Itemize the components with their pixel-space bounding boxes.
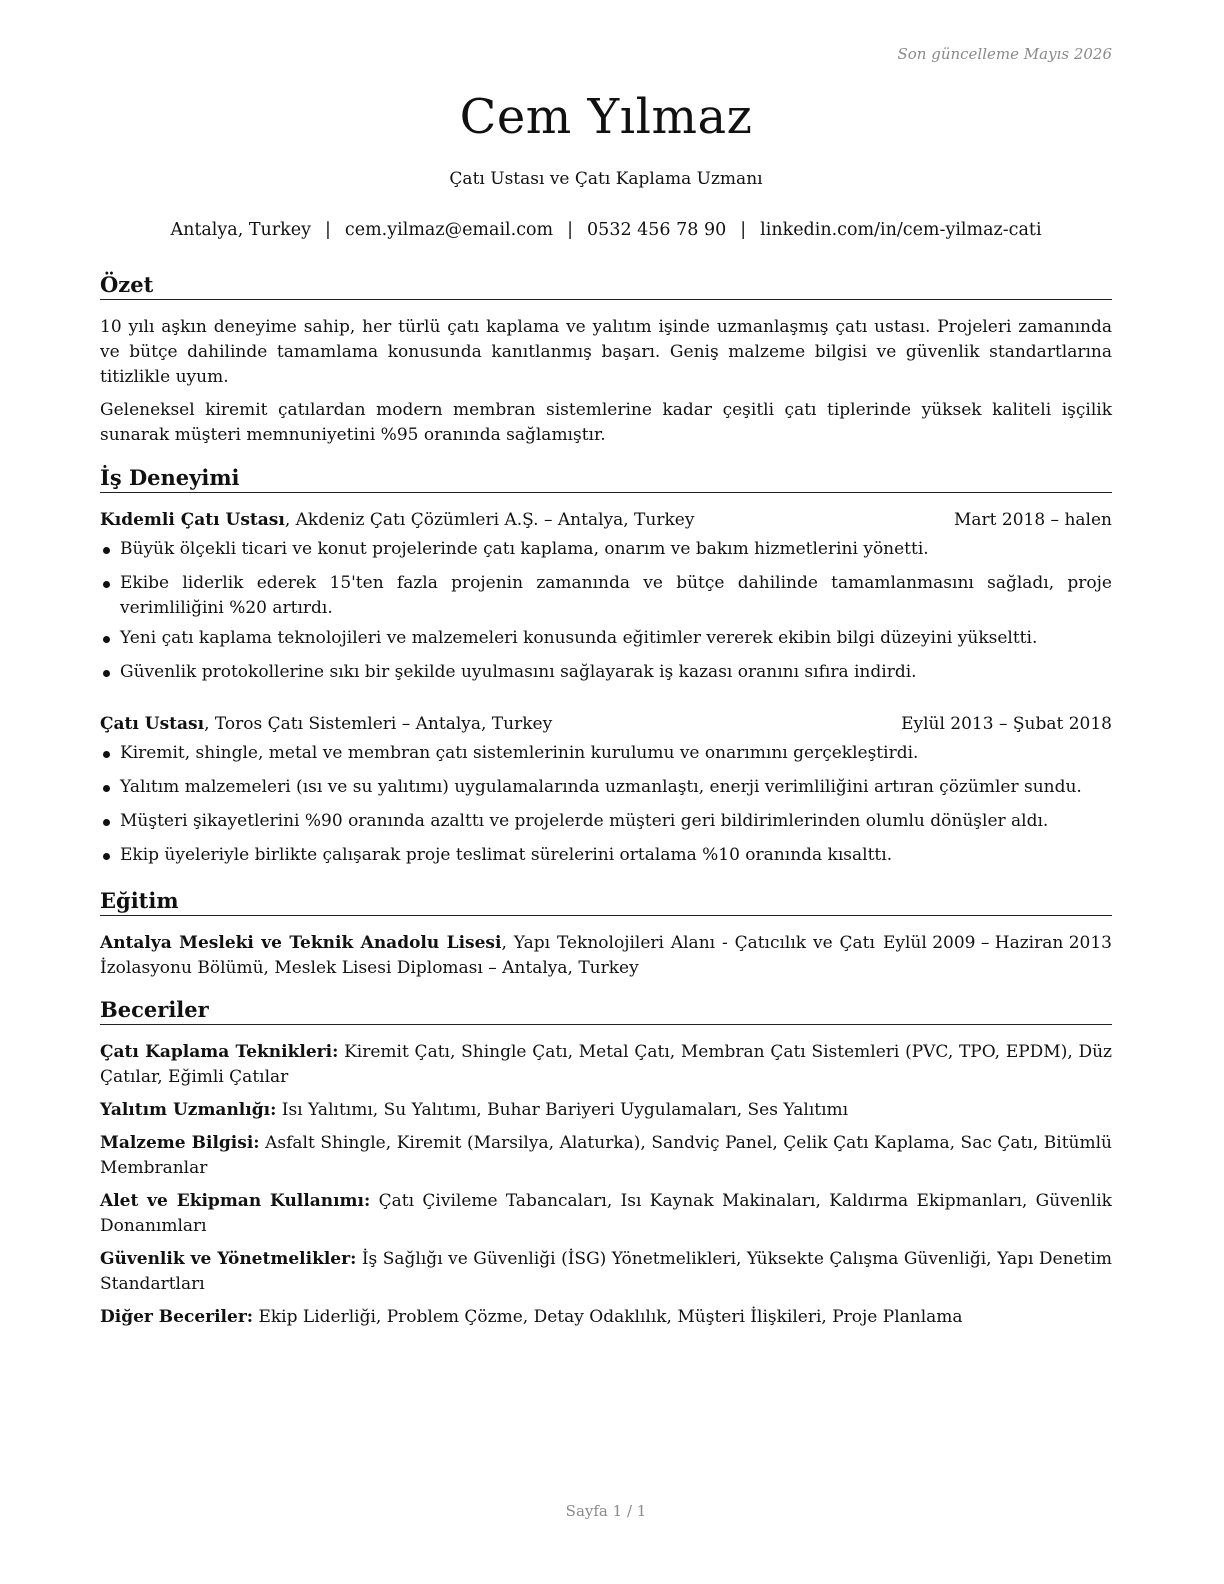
- list-item: [100, 809, 1112, 834]
- job-company: , Toros Çatı Sistemleri – Antalya, Turkey: [204, 714, 553, 734]
- experience-section: [100, 464, 1112, 868]
- candidate-title: Çatı Ustası ve Çatı Kaplama Uzmanı: [449, 169, 763, 189]
- education-details: [100, 931, 883, 981]
- skill-label: Malzeme Bilgisi:: [100, 1133, 260, 1153]
- list-item: [100, 660, 1112, 685]
- bullet-icon: [103, 670, 110, 677]
- skill-value: İş Sağlığı ve Güvenliği (İSG) Yönetmelikleri, Yüksekte Çalışma Güvenliği, Yapı Denetim Standartları: [100, 1249, 1112, 1294]
- contact-email[interactable]: cem.yilmaz@email.com: [344, 220, 554, 240]
- job-dates: Eylül 2013 – Şubat 2018: [901, 714, 1112, 734]
- bullet-text: Büyük ölçekli ticari ve konut projelerinde çatı kaplama, onarım ve bakım hizmetlerini yönetti.: [120, 539, 929, 559]
- bullet-text: Kiremit, shingle, metal ve membran çatı sistemlerinin kurulumu ve onarımını gerçekleştirdi.: [120, 743, 919, 763]
- candidate-name: Cem Yılmaz: [459, 89, 753, 145]
- education-section: [100, 887, 1112, 981]
- skill-item: [100, 1131, 1112, 1181]
- bullet-icon: [103, 751, 110, 758]
- skill-label: Diğer Beceriler:: [100, 1307, 254, 1327]
- page-number: Sayfa 1 / 1: [565, 1502, 647, 1520]
- skill-value: Çatı Çivileme Tabancaları, Isı Kaynak Makinaları, Kaldırma Ekipmanları, Güvenlik Donanımları: [100, 1191, 1112, 1236]
- bullet-text: Yeni çatı kaplama teknolojileri ve malzemeleri konusunda eğitimler vererek ekibin bilgi düzeyini yükseltti.: [120, 628, 1038, 648]
- bullet-icon: [103, 636, 110, 643]
- section-heading-skills: Beceriler: [100, 996, 1112, 1025]
- skill-label: Güvenlik ve Yönetmelikler:: [100, 1249, 357, 1269]
- list-item: [100, 843, 1112, 868]
- skill-item: [100, 1040, 1112, 1090]
- contact-separator: |: [740, 220, 747, 240]
- resume-page: [100, 0, 1112, 1584]
- job-bullets: [100, 741, 1112, 868]
- last-updated: Son güncelleme Mayıs 2026: [897, 45, 1112, 63]
- summary-paragraph: 10 yılı aşkın deneyime sahip, her türlü çatı kaplama ve yalıtım işinde uzmanlaşmış çatı ustası. Projeleri zamanında ve bütçe dahilinde tamamlama konusunda kanıtlanmış başarı. Geniş malzeme bilgisi ve güvenlik standartlarına titizlikle uyum.: [100, 317, 1112, 387]
- job-company: , Akdeniz Çatı Çözümleri A.Ş. – Antalya, Turkey: [284, 510, 695, 530]
- skill-label: Alet ve Ekipman Kullanımı:: [100, 1191, 371, 1211]
- bullet-icon: [103, 853, 110, 860]
- skill-item: [100, 1189, 1112, 1239]
- bullet-icon: [103, 547, 110, 554]
- contact-separator: |: [325, 220, 331, 240]
- section-heading-education: Eğitim: [100, 887, 1112, 916]
- bullet-icon: [103, 581, 110, 588]
- skill-value: Isı Yalıtımı, Su Yalıtımı, Buhar Bariyeri Uygulamaları, Ses Yalıtımı: [276, 1100, 849, 1120]
- section-heading-summary: Özet: [100, 271, 1112, 300]
- list-item: [100, 626, 1112, 651]
- summary-section: [100, 271, 1112, 448]
- contact-phone[interactable]: 0532 456 78 90: [587, 220, 727, 240]
- list-item: [100, 571, 1112, 621]
- skill-label: Çatı Kaplama Teknikleri:: [100, 1042, 339, 1062]
- job-header: [100, 508, 1112, 532]
- skill-value: Ekip Liderliği, Problem Çözme, Detay Odaklılık, Müşteri İlişkileri, Proje Planlama: [253, 1307, 963, 1327]
- bullet-text: Müşteri şikayetlerini %90 oranında azalttı ve projelerde müşteri geri bildirimlerinden olumlu dönüşler aldı.: [120, 811, 1049, 831]
- skill-value: Asfalt Shingle, Kiremit (Marsilya, Alaturka), Sandviç Panel, Çelik Çatı Kaplama, Sac Çatı, Bitümlü Membranlar: [100, 1133, 1113, 1178]
- section-heading-experience: İş Deneyimi: [100, 464, 1112, 493]
- job-header: [100, 712, 1112, 736]
- list-item: [100, 537, 1112, 562]
- skill-label: Yalıtım Uzmanlığı:: [100, 1100, 277, 1120]
- bullet-text: Ekip üyeleriyle birlikte çalışarak proje teslimat sürelerini ortalama %10 oranında kısalttı.: [120, 845, 893, 865]
- bullet-icon: [103, 819, 110, 826]
- job-dates: Mart 2018 – halen: [953, 510, 1112, 530]
- contact-line: [100, 220, 1112, 240]
- education-dates: Eylül 2009 – Haziran 2013: [882, 933, 1112, 953]
- list-item: [100, 775, 1112, 800]
- bullet-text: Güvenlik protokollerine sıkı bir şekilde uyulmasını sağlayarak iş kazası oranını sıfıra indirdi.: [120, 662, 917, 682]
- job-bullets: [100, 537, 1112, 685]
- job-role: Kıdemli Çatı Ustası: [100, 510, 285, 530]
- skill-item: [100, 1098, 1112, 1123]
- bullet-text: Yalıtım malzemeleri (ısı ve su yalıtımı) uygulamalarında uzmanlaştı, enerji verimliliğini artıran çözümler sundu.: [120, 777, 1082, 797]
- contact-separator: |: [567, 220, 574, 240]
- job-role: Çatı Ustası: [100, 714, 205, 734]
- skills-section: [100, 996, 1112, 1330]
- skill-item: [100, 1247, 1112, 1297]
- skill-item: [100, 1305, 1112, 1330]
- bullet-text: Ekibe liderlik ederek 15'ten fazla projenin zamanında ve bütçe dahilinde tamamlanmasını sağladı, proje verimliliğini %20 artırdı.: [120, 573, 1112, 618]
- contact-location: Antalya, Turkey: [170, 220, 312, 240]
- job-entry: [100, 712, 1112, 868]
- skill-value: Kiremit Çatı, Shingle Çatı, Metal Çatı, Membran Çatı Sistemleri (PVC, TPO, EPDM), Düz Çatılar, Eğimli Çatılar: [100, 1042, 1113, 1087]
- school-name: Antalya Mesleki ve Teknik Anadolu Lisesi: [100, 933, 502, 953]
- education-program: , Yapı Teknolojileri Alanı - Çatıcılık ve Çatı İzolasyonu Bölümü, Meslek Lisesi Diploması – Antalya, Turkey: [100, 933, 875, 978]
- list-item: [100, 741, 1112, 766]
- job-entry: [100, 508, 1112, 685]
- bullet-icon: [103, 785, 110, 792]
- contact-linkedin[interactable]: linkedin.com/in/cem-yilmaz-cati: [760, 220, 1042, 240]
- education-entry: [100, 931, 1112, 981]
- summary-paragraph: Geleneksel kiremit çatılardan modern membran sistemlerine kadar çeşitli çatı tiplerinde yüksek kaliteli işçilik sunarak müşteri memnuniyetini %95 oranında sağlamıştır.: [100, 400, 1112, 445]
